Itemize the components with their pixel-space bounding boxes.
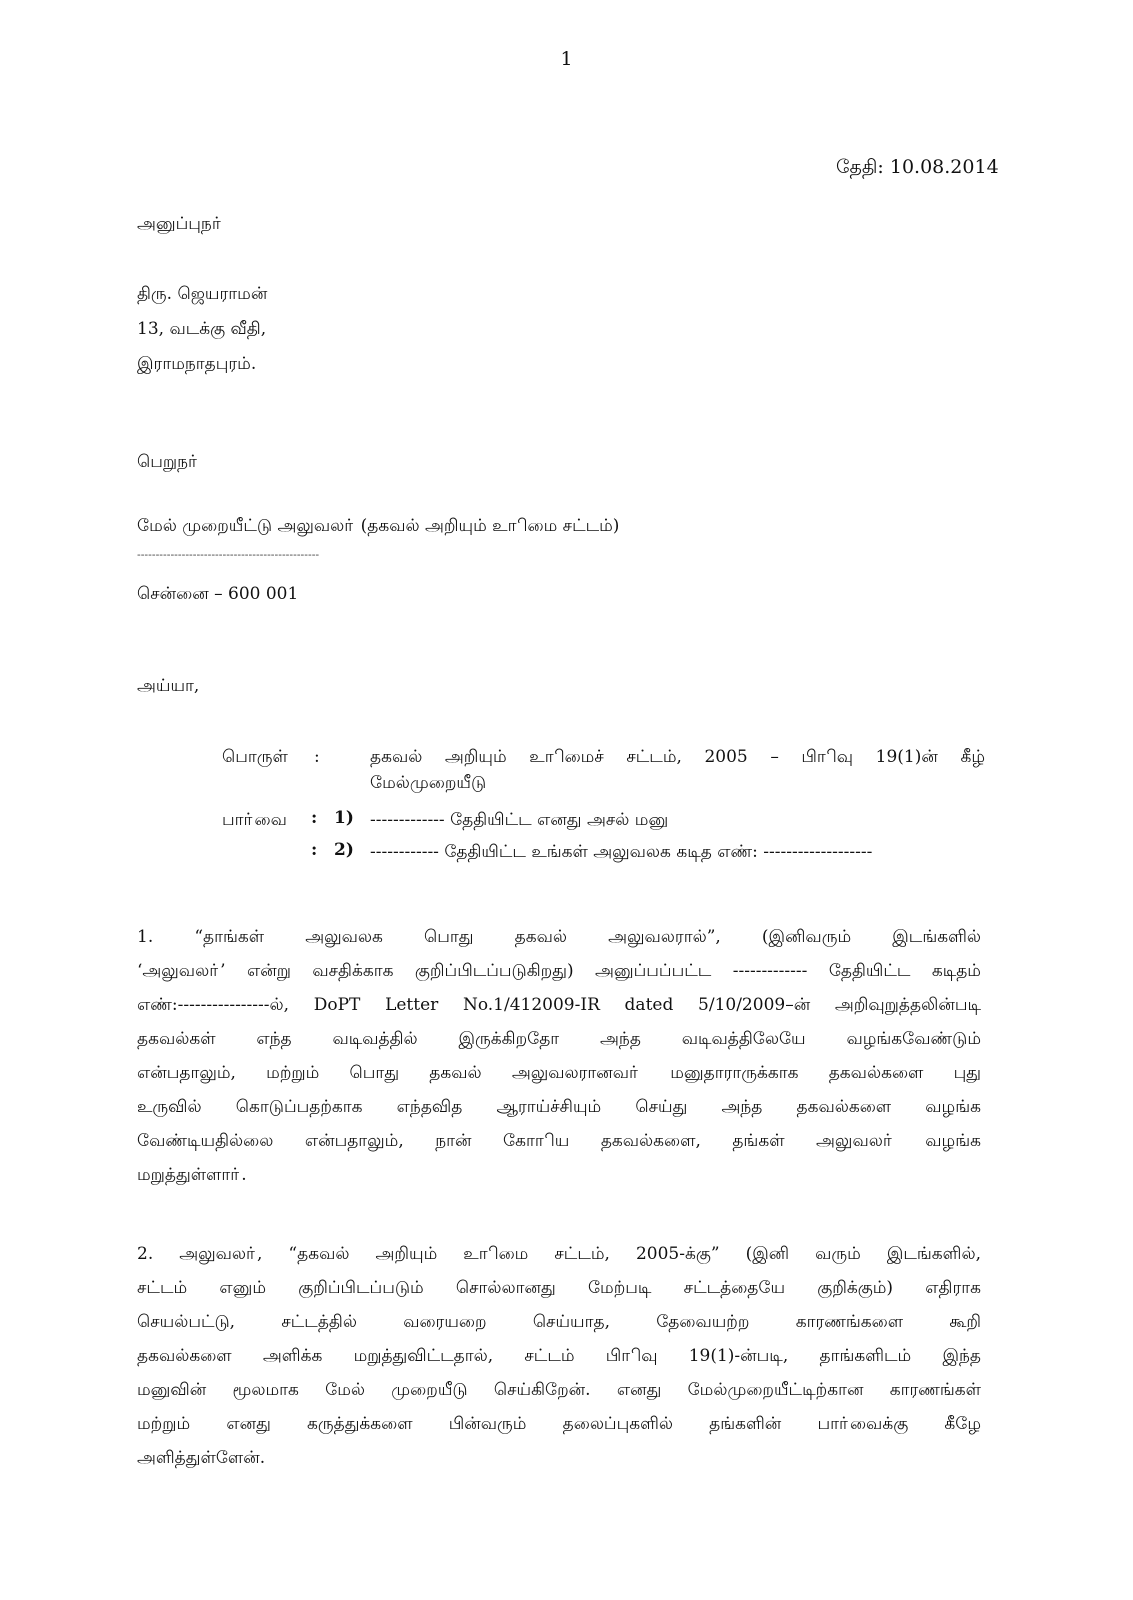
paragraph-line: என்பதாலும், மற்றும் பொது தகவல் அலுவலரானவா் மனுதாராருக்காக தகவல்களை புது <box>137 1063 981 1083</box>
reference-colon-2: : <box>311 840 318 860</box>
subject-line-1: தகவல் அறியும் உாிமைச் சட்டம், 2005 – பிாிவு 19(1)ன் கீழ் <box>370 747 985 767</box>
paragraph-1 <box>137 920 981 1192</box>
paragraph-line: உருவில் கொடுப்பதற்காக எந்தவித ஆராய்ச்சியும் செய்து அந்த தகவல்களை வழங்க <box>137 1097 981 1117</box>
reference-colon-1: : <box>311 808 318 828</box>
subject-text <box>370 744 985 796</box>
paragraph-line: மறுத்துள்ளாா். <box>137 1165 247 1185</box>
paragraph-line: 1. “தாங்கள் அலுவலக பொது தகவல் அலுவலரால்”, (இனிவரும் இடங்களில் <box>137 927 981 947</box>
paragraph-line: சட்டம் எனும் குறிப்பிடப்படும் சொல்லானது மேற்படி சட்டத்தையே குறிக்கும்) எதிராக <box>137 1278 981 1298</box>
paragraph-line: மனுவின் மூலமாக மேல் முறையீடு செய்கிறேன். எனது மேல்முறையீட்டிற்கான காரணங்கள் <box>137 1380 981 1400</box>
reference-text-2: ------------ தேதியிட்ட உங்கள் அலுவலக கடித எண்: ------------------- <box>370 842 873 862</box>
sender-street: 13, வடக்கு வீதி, <box>137 319 267 339</box>
paragraph-line: எண்:----------------ல், DoPT Letter No.1/412009-IR dated 5/10/2009–ன் அறிவுறுத்தலின்படி <box>137 995 981 1015</box>
paragraph-line: வேண்டியதில்லை என்பதாலும், நான் கோாிய தகவல்களை, தங்கள் அலுவலா் வழங்க <box>137 1131 981 1151</box>
paragraph-2 <box>137 1237 981 1475</box>
sender-heading: அனுப்புநா் <box>137 214 223 234</box>
letter-date: தேதி: 10.08.2014 <box>836 156 999 178</box>
paragraph-line: தகவல்கள் எந்த வடிவத்தில் இருக்கிறதோ அந்த வடிவத்திலேயே வழங்கவேண்டும் <box>137 1029 981 1049</box>
paragraph-line: 2. அலுவலா், “தகவல் அறியும் உாிமை சட்டம், 2005-க்கு” (இனி வரும் இடங்களில், <box>137 1244 981 1264</box>
recipient-city: சென்னை – 600 001 <box>137 584 299 604</box>
reference-number-1: 1) <box>334 808 354 828</box>
subject-label: பொருள் <box>222 747 288 767</box>
salutation: அய்யா, <box>137 676 200 696</box>
recipient-dash-line: ------------------------------------------------- <box>137 548 320 561</box>
paragraph-line: தகவல்களை அளிக்க மறுத்துவிட்டதால், சட்டம் பிாிவு 19(1)-ன்படி, தாங்களிடம் இந்த <box>137 1346 981 1366</box>
recipient-heading: பெறுநா் <box>137 452 199 472</box>
recipient-office: மேல் முறையீட்டு அலுவலா் (தகவல் அறியும் உாிமை சட்டம்) <box>137 516 620 536</box>
paragraph-line: மற்றும் எனது கருத்துக்களை பின்வரும் தலைப்புகளில் தங்களின் பாா்வைக்கு கீழே <box>137 1414 981 1434</box>
subject-colon: : <box>314 747 320 767</box>
sender-city: இராமநாதபுரம். <box>137 354 257 374</box>
sender-name: திரு. ஜெயராமன் <box>137 284 268 304</box>
subject-line-2: மேல்முறையீடு <box>370 773 487 793</box>
page-number: 1 <box>560 48 573 70</box>
paragraph-line: ‘அலுவலா்’ என்று வசதிக்காக குறிப்பிடப்படுகிறது) அனுப்பப்பட்ட ------------- தேதியிட்ட கடிதம் <box>137 961 981 981</box>
reference-text-1: ------------- தேதியிட்ட எனது அசல் மனு <box>370 810 669 830</box>
paragraph-line: அளித்துள்ளேன். <box>137 1448 266 1468</box>
paragraph-line: செயல்பட்டு, சட்டத்தில் வரையறை செய்யாத, தேவையற்ற காரணங்களை கூறி <box>137 1312 981 1332</box>
reference-number-2: 2) <box>334 840 354 860</box>
reference-label: பாா்வை <box>222 810 287 830</box>
